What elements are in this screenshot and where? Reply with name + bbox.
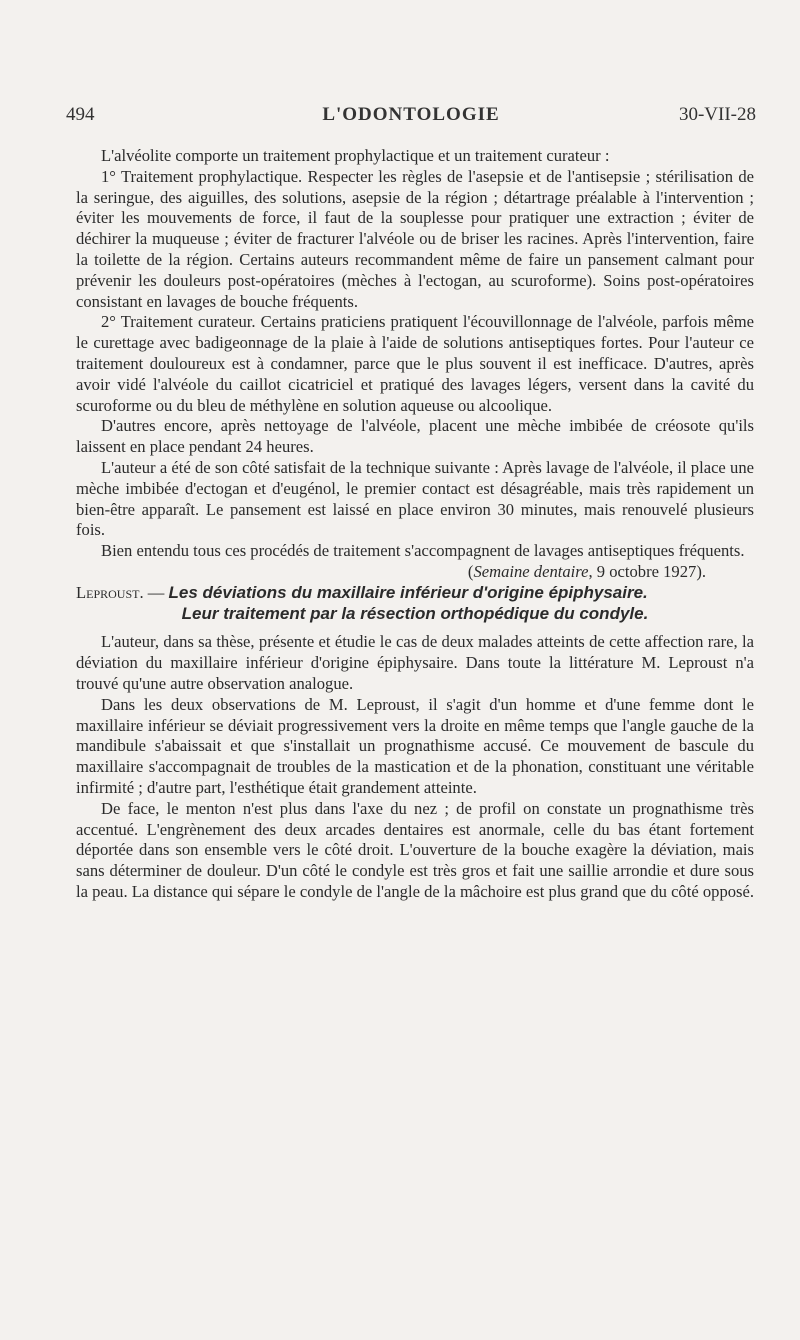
- paragraph: 2° Traitement curateur. Certains praticiens pratiquent l'écouvillonnage de l'alvéole, parfois même le curettage avec badigeonnage de la plaie à l'aide de solutions antiseptiques fortes. Pour l'auteur ce traitement douloureux est à condamner, parce que le plus souvent il est inefficace. D'autres, après avoir vidé l'alvéole du caillot cicatriciel et pratiqué des lavages légers, versent dans la cavité du scuroforme ou du bleu de méthylène en solution aqueuse ou alcoolique.: [76, 312, 754, 415]
- citation: (Semaine dentaire, 9 octobre 1927).: [467, 561, 706, 581]
- paragraph: L'auteur a été de son côté satisfait de la technique suivante : Après lavage de l'alvéole, il place une mèche imbibée d'ectogan et d'eugénol, le premier contact est désagréable, mais très rapidement un bien-être apparaît. Le pansement est laissé en place environ 30 minutes, mais renouvelé plusieurs fois.: [76, 457, 754, 540]
- running-header: [66, 104, 756, 134]
- page-number: 494: [66, 104, 95, 125]
- paragraph: Bien entendu tous ces procédés de traitement s'accompagnent de lavages antiseptiques fréquents.: [101, 541, 745, 561]
- paragraph: D'autres encore, après nettoyage de l'alvéole, placent une mèche imbibée de créosote qu'ils laissent en place pendant 24 heures.: [76, 416, 754, 457]
- paragraph: L'alvéolite comporte un traitement prophylactique et un traitement curateur :: [101, 146, 610, 165]
- article-heading: [76, 583, 754, 625]
- article-title-line1: Les déviations du maxillaire inférieur d'origine épiphysaire.: [168, 582, 648, 602]
- spacer: [76, 624, 754, 632]
- body-text: [76, 146, 754, 903]
- paragraph: L'auteur, dans sa thèse, présente et étudie le cas de deux malades atteints de cette affection rare, la déviation du maxillaire inférieur d'origine épiphysaire. Dans toute la littérature M. Leproust n'a trouvé qu'une autre observation analogue.: [76, 632, 754, 693]
- citation-date: , 9 octobre 1927).: [588, 561, 706, 581]
- paragraph: De face, le menton n'est plus dans l'axe du nez ; de profil on constate un prognathisme très accentué. L'engrènement des deux arcades dentaires est anormale, celle du bas étant fortement déportée dans son ensemble vers le côté droit. L'ouverture de la bouche exagère la déviation, mais sans déterminer de douleur. D'un côté le condyle est très gros et fait une saillie arrondie et dure sous la peau. La distance qui sépare le condyle de l'angle de la mâchoire est plus grand que du côté opposé.: [76, 798, 755, 901]
- issue-date: 30-VII-28: [678, 104, 756, 125]
- citation-source: Semaine dentaire: [473, 561, 589, 581]
- paragraph: Dans les deux observations de M. Leproust, il s'agit d'un homme et d'une femme dont le maxillaire inférieur se déviait progressivement vers la droite en même temps que l'angle gauche de la mandibule s'abaissait et que s'installait un prognathisme accusé. Ce mouvement de bascule du maxillaire s'accompagnait de troubles de la mastication et de la phonation, constituant une véritable infirmité ; d'autre part, l'esthétique était grandement atteinte.: [76, 694, 754, 797]
- paragraph: 1° Traitement prophylactique. Respecter les règles de l'asepsie et de l'antisepsie ; stérilisation de la seringue, des aiguilles, des solutions, asepsie de la région ; détartrage préalable à l'intervention ; éviter les mouvements de force, il faut de la souplesse pour pratiquer une extraction ; éviter de déchirer la muqueuse ; éviter de fracturer l'alvéole ou de briser les racines. Après l'intervention, faire la toilette de la région. Certains auteurs recommandent même de faire un pansement calmant pour prévenir les douleurs post-opératoires (mèches à l'ectogan, au scuroforme). Soins post-opératoires consistant en lavages de bouche fréquents.: [76, 166, 754, 311]
- journal-title: L'ODONTOLOGIE: [322, 104, 500, 125]
- article-title-line2: Leur traitement par la résection orthopédique du condyle.: [181, 603, 649, 623]
- article-author: Leproust. —: [76, 582, 165, 602]
